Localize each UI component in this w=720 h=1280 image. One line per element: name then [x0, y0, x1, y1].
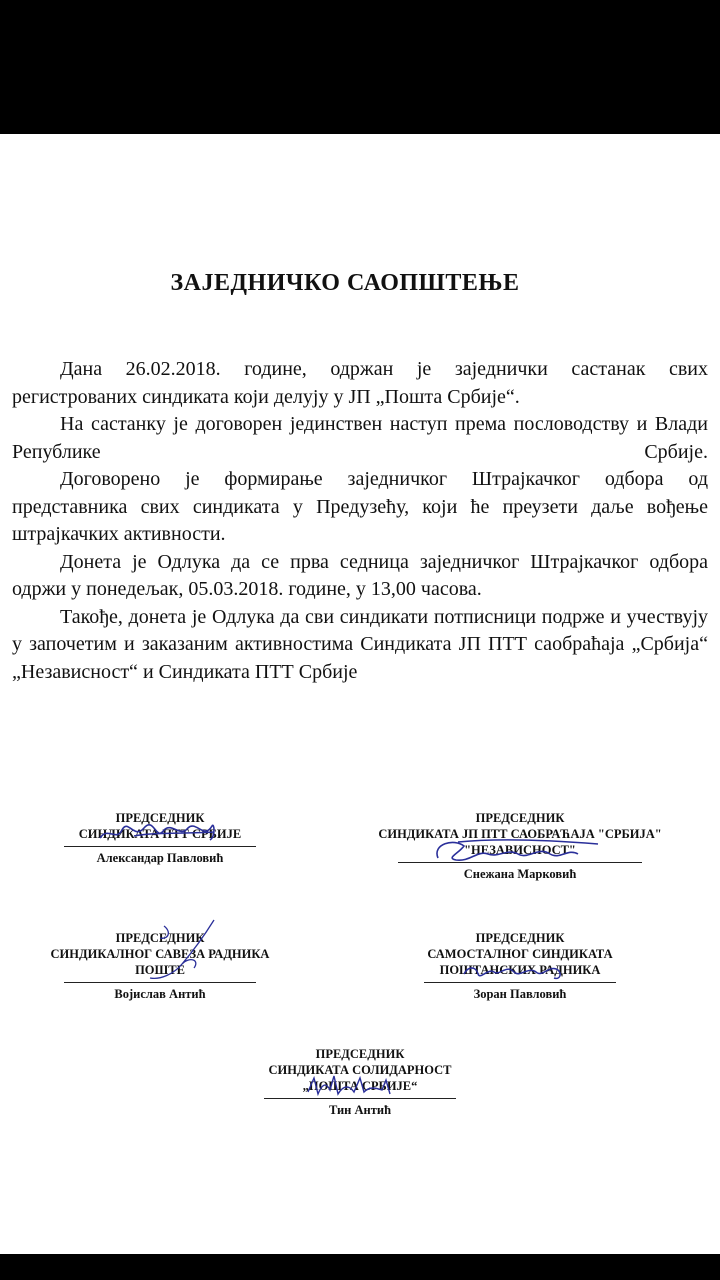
- handwritten-signature: [264, 1068, 456, 1102]
- paragraph-2: На састанку је договорен јединствен наступ према пословодству и Влади Републике Србије.: [12, 413, 708, 463]
- signature-role: ПРЕДСЕДНИК: [115, 811, 205, 825]
- signature-block-2: [340, 810, 700, 882]
- signature-line: [398, 858, 642, 863]
- document-title: ЗАЈЕДНИЧКО САОПШТЕЊЕ: [170, 270, 520, 296]
- signature-name: Снежана Марковић: [463, 867, 577, 881]
- signature-name: Зоран Павловић: [473, 987, 567, 1001]
- signature-role: ПРЕДСЕДНИК: [475, 931, 565, 945]
- signature-org: СИНДИКАТА ПТТ СРБИЈЕ: [78, 827, 242, 841]
- signature-name: Тин Антић: [328, 1103, 392, 1117]
- signature-block-1: [50, 810, 270, 866]
- handwritten-signature: [398, 832, 642, 866]
- signature-org: СИНДИКАТА СОЛИДАРНОСТ: [268, 1063, 452, 1077]
- signature-block-5: [230, 1046, 490, 1118]
- signature-name: Војислав Антић: [114, 987, 206, 1001]
- handwritten-signature: [64, 916, 256, 986]
- signature-org-2: "НЕЗАВИСНОСТ": [464, 843, 576, 857]
- signature-role: ПРЕДСЕДНИК: [475, 811, 565, 825]
- paragraph-3: Договорено је формирање заједничког Штрајкачког одбора од представника свих синдиката у Предузећу, који ће преузети даље вођење штрајкачких активности.: [12, 468, 708, 545]
- signature-block-3: [30, 930, 290, 1002]
- paragraph-1: Дана 26.02.2018. године, одржан је заједнички састанак свих регистрованих синдиката који делују у ЈП „Пошта Србије“.: [12, 358, 708, 408]
- handwritten-signature: [64, 816, 256, 850]
- signature-org-2: ПОШТЕ: [135, 963, 185, 977]
- paragraph-4: Донета је Одлука да се прва седница заједничког Штрајкачког одбора одржи у понедељак, 05.03.2018. године, у 13,00 часова.: [12, 550, 708, 600]
- paragraph-5: Такође, донета је Одлука да сви синдикати потписници подрже и учествују у започетим и заказаним активностима Синдиката ЈП ПТТ саобраћаја „Србија“ „Независност“ и Синдиката ПТТ Србије: [12, 605, 708, 683]
- signature-org-2: ПОШТАНСКИХ РАДНИКА: [439, 963, 601, 977]
- signature-org-2: „ПОШТА СРБИЈЕ“: [302, 1079, 418, 1093]
- signature-line: [424, 978, 616, 983]
- document-body: [12, 356, 708, 686]
- signature-org: САМОСТАЛНОГ СИНДИКАТА: [427, 947, 613, 961]
- signature-line: [64, 842, 256, 847]
- signature-block-4: [390, 930, 650, 1002]
- signature-line: [264, 1094, 456, 1099]
- document-page: [0, 134, 720, 1254]
- signature-name: Александар Павловић: [96, 851, 224, 865]
- signature-line: [64, 978, 256, 983]
- signature-role: ПРЕДСЕДНИК: [115, 931, 205, 945]
- signature-org: СИНДИКАЛНОГ САВЕЗА РАДНИКА: [50, 947, 270, 961]
- signature-role: ПРЕДСЕДНИК: [315, 1047, 405, 1061]
- signature-org: СИНДИКАТА ЈП ПТТ САОБРАЋАЈА "СРБИЈА": [378, 827, 662, 841]
- handwritten-signature: [424, 952, 616, 986]
